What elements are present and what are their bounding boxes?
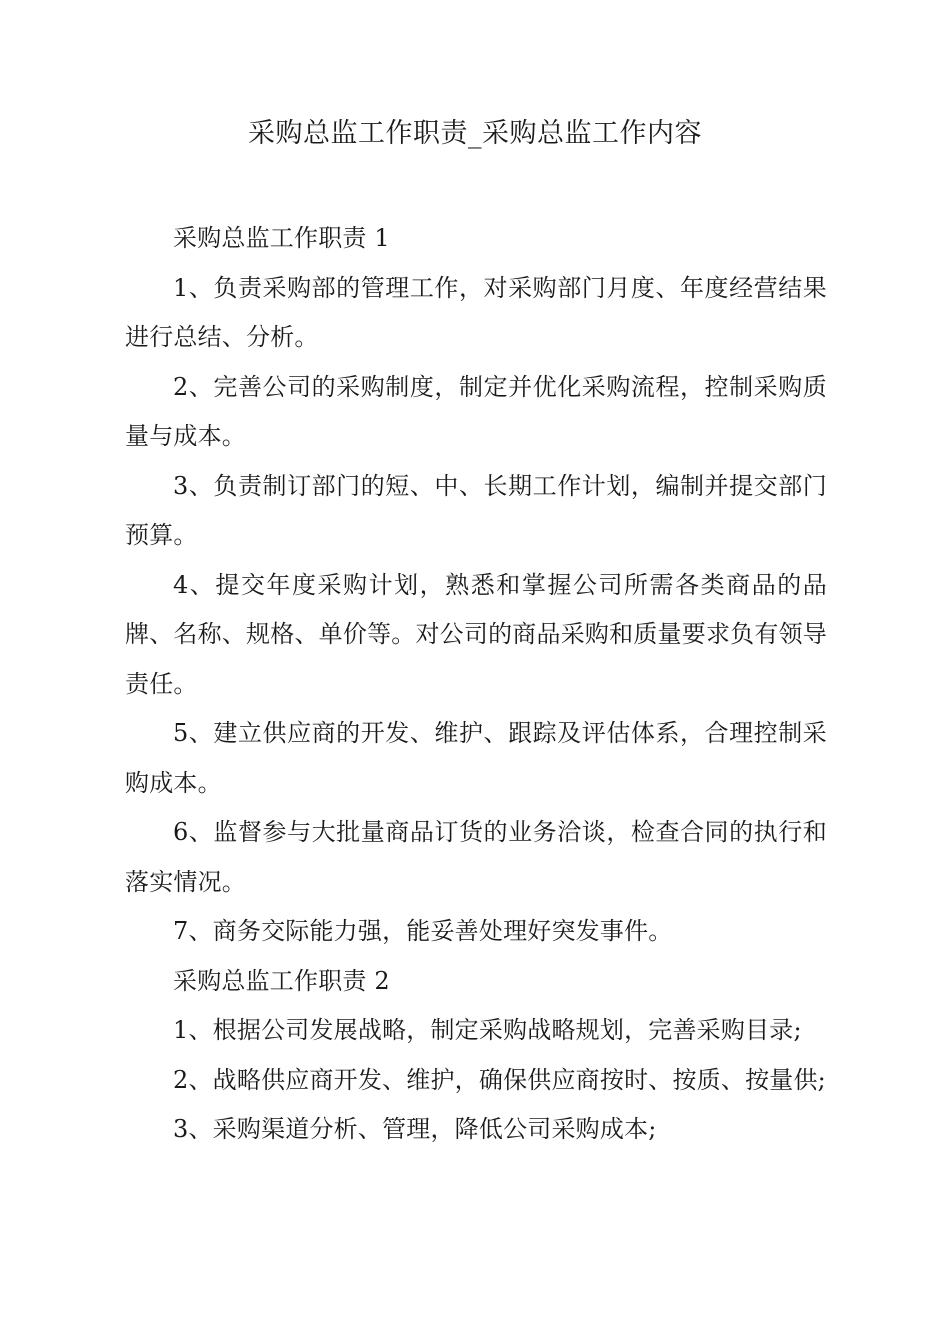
document-body [125,214,827,1155]
document-title: 采购总监工作职责_采购总监工作内容 [248,118,702,149]
paragraph: 2、完善公司的采购制度，制定并优化采购流程，控制采购质量与成本。 [125,372,827,450]
paragraph: 7、商务交际能力强，能妥善处理好突发事件。 [173,917,673,945]
paragraph: 6、监督参与大批量商品订货的业务洽谈，检查合同的执行和落实情况。 [125,818,827,896]
paragraph: 3、采购渠道分析、管理，降低公司采购成本; [173,1115,657,1143]
paragraph: 1、根据公司发展战略，制定采购战略规划，完善采购目录; [173,1016,802,1044]
paragraph: 3、负责制订部门的短、中、长期工作计划，编制并提交部门预算。 [125,471,827,549]
paragraph: 2、战略供应商开发、维护，确保供应商按时、按质、按量供; [173,1065,826,1094]
paragraph: 5、建立供应商的开发、维护、跟踪及评估体系，合理控制采购成本。 [125,719,827,797]
paragraph: 4、提交年度采购计划，熟悉和掌握公司所需各类商品的品牌、名称、规格、单价等。对公司的商品采购和质量要求负有领导责任。 [125,570,827,698]
section-heading-2: 采购总监工作职责 2 [173,966,390,995]
paragraph: 1、负责采购部的管理工作，对采购部门月度、年度经营结果进行总结、分析。 [125,273,827,351]
section-heading-1: 采购总监工作职责 1 [173,224,390,252]
